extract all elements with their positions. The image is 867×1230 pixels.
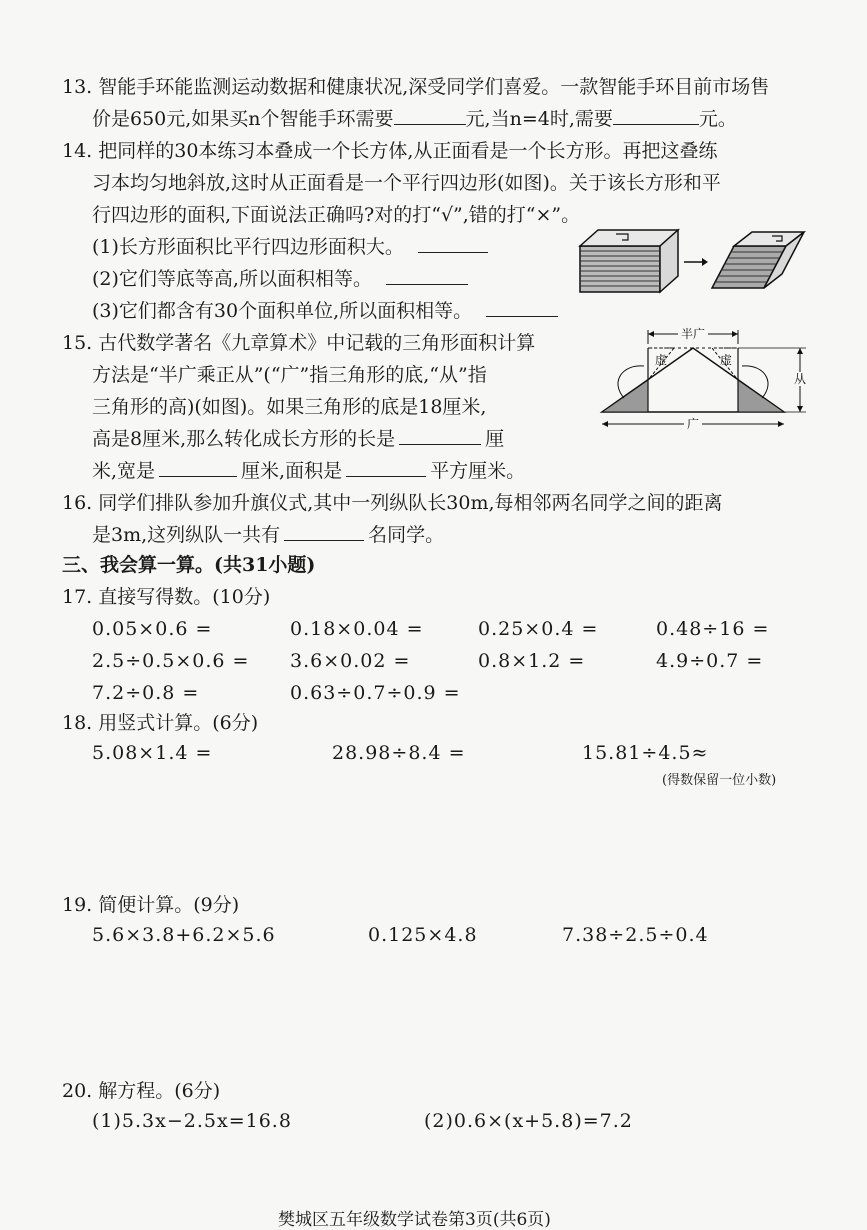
q15-line-2: 方法是“半广乘正从”(“广”指三角形的底,“从”指 [92, 364, 487, 386]
q16-text-a: 是3m,这列纵队一共有 [92, 524, 281, 546]
q17-r1-c4: 0.48÷16 = [656, 618, 770, 640]
slanted-stack-icon [712, 232, 804, 288]
q17-title: 17. 直接写得数。(10分) [62, 586, 271, 608]
q16-text-b: 名同学。 [368, 524, 445, 546]
q14-figure [576, 226, 808, 296]
q15-text-4b: 厘 [485, 428, 505, 450]
q14-item-2 [92, 270, 468, 289]
q17-r2-c4: 4.9÷0.7 = [656, 650, 764, 672]
q15-text-5a: 米,宽是 [92, 460, 156, 482]
q14-line-2: 习本均匀地斜放,这时从正面看是一个平行四边形(如图)。关于该长方形和平 [92, 172, 721, 194]
fig-half-base-label: 半广 [680, 327, 706, 341]
q17-r1-c2: 0.18×0.04 = [290, 618, 424, 640]
q16-line-2 [92, 526, 444, 545]
q13-text-b: 元,当n=4时,需要 [465, 108, 613, 130]
q14-item-1-text: (1)长方形面积比平行四边形面积大。 [92, 236, 404, 258]
q15-text-4a: 高是8厘米,那么转化成长方形的长是 [92, 428, 396, 450]
q14-item-1 [92, 238, 488, 257]
fig-height-label: 从 [793, 372, 807, 386]
q15-area-blank[interactable] [346, 475, 426, 477]
q19-item-3: 7.38÷2.5÷0.4 [562, 924, 709, 946]
q14-item-3 [92, 302, 558, 321]
q14-item-2-text: (2)它们等底等高,所以面积相等。 [92, 268, 372, 290]
q13-text-a: 价是650元,如果买n个智能手环需要 [92, 108, 394, 130]
q13-line-2 [92, 110, 737, 129]
q16-line-1: 16. 同学们排队参加升旗仪式,其中一列纵队长30m,每相邻两名同学之间的距离 [62, 492, 723, 514]
q13-answer-blank-1[interactable] [394, 123, 466, 125]
fig-left-dash-label: 虚 [655, 353, 668, 367]
q18-item-3: 15.81÷4.5≈ [582, 742, 709, 764]
q16-answer-blank[interactable] [284, 539, 364, 541]
page-footer: 樊城区五年级数学试卷第3页(共6页) [278, 1210, 551, 1230]
q20-item-1: (1)5.3x−2.5x=16.8 [92, 1110, 292, 1132]
q17-r3-c2: 0.63÷0.7÷0.9 = [290, 682, 461, 704]
q17-r2-c2: 3.6×0.02 = [290, 650, 411, 672]
q13-text-c: 元。 [698, 108, 737, 130]
q14-item-2-blank[interactable] [386, 283, 468, 285]
q15-line-1: 15. 古代数学著名《九章算术》中记载的三角形面积计算 [62, 332, 536, 354]
fig-right-dash-label: 虚 [720, 353, 733, 367]
q13-answer-blank-2[interactable] [613, 123, 699, 125]
q14-item-3-text: (3)它们都含有30个面积单位,所以面积相等。 [92, 300, 473, 322]
q15-figure [592, 324, 824, 436]
q19-item-1: 5.6×3.8+6.2×5.6 [92, 924, 276, 946]
q17-r3-c1: 7.2÷0.8 = [92, 682, 200, 704]
q15-length-blank[interactable] [399, 443, 481, 445]
q18-item-1: 5.08×1.4 = [92, 742, 213, 764]
q15-text-5b: 厘米,面积是 [241, 460, 343, 482]
q17-r2-c3: 0.8×1.2 = [478, 650, 586, 672]
q19-item-2: 0.125×4.8 [368, 924, 478, 946]
q15-text-5c: 平方厘米。 [430, 460, 526, 482]
q15-width-blank[interactable] [159, 475, 237, 477]
q14-item-3-blank[interactable] [486, 315, 558, 317]
q14-line-3: 行四边形的面积,下面说法正确吗?对的打“√”,错的打“×”。 [92, 204, 581, 226]
q19-title: 19. 简便计算。(9分) [62, 894, 240, 916]
q15-line-4 [92, 430, 504, 449]
q15-line-3: 三角形的高)(如图)。如果三角形的底是18厘米, [92, 396, 487, 418]
fig-base-label: 广 [686, 417, 700, 431]
q13-line-1: 13. 智能手环能监测运动数据和健康状况,深受同学们喜爱。一款智能手环目前市场售 [62, 76, 770, 98]
q20-item-2: (2)0.6×(x+5.8)=7.2 [424, 1110, 633, 1132]
book-stack-box-icon [580, 230, 678, 292]
q17-r2-c1: 2.5÷0.5×0.6 = [92, 650, 250, 672]
q14-line-1: 14. 把同样的30本练习本叠成一个长方体,从正面看是一个长方形。再把这叠练 [62, 140, 718, 162]
q17-r1-c3: 0.25×0.4 = [478, 618, 599, 640]
q18-title: 18. 用竖式计算。(6分) [62, 712, 259, 734]
q20-title: 20. 解方程。(6分) [62, 1080, 221, 1102]
q14-item-1-blank[interactable] [418, 251, 488, 253]
q18-rounding-note: (得数保留一位小数) [662, 773, 777, 788]
q17-r1-c1: 0.05×0.6 = [92, 618, 213, 640]
q18-item-2: 28.98÷8.4 = [332, 742, 466, 764]
section-3-heading: 三、我会算一算。(共31小题) [62, 554, 316, 576]
q15-line-5 [92, 462, 525, 481]
